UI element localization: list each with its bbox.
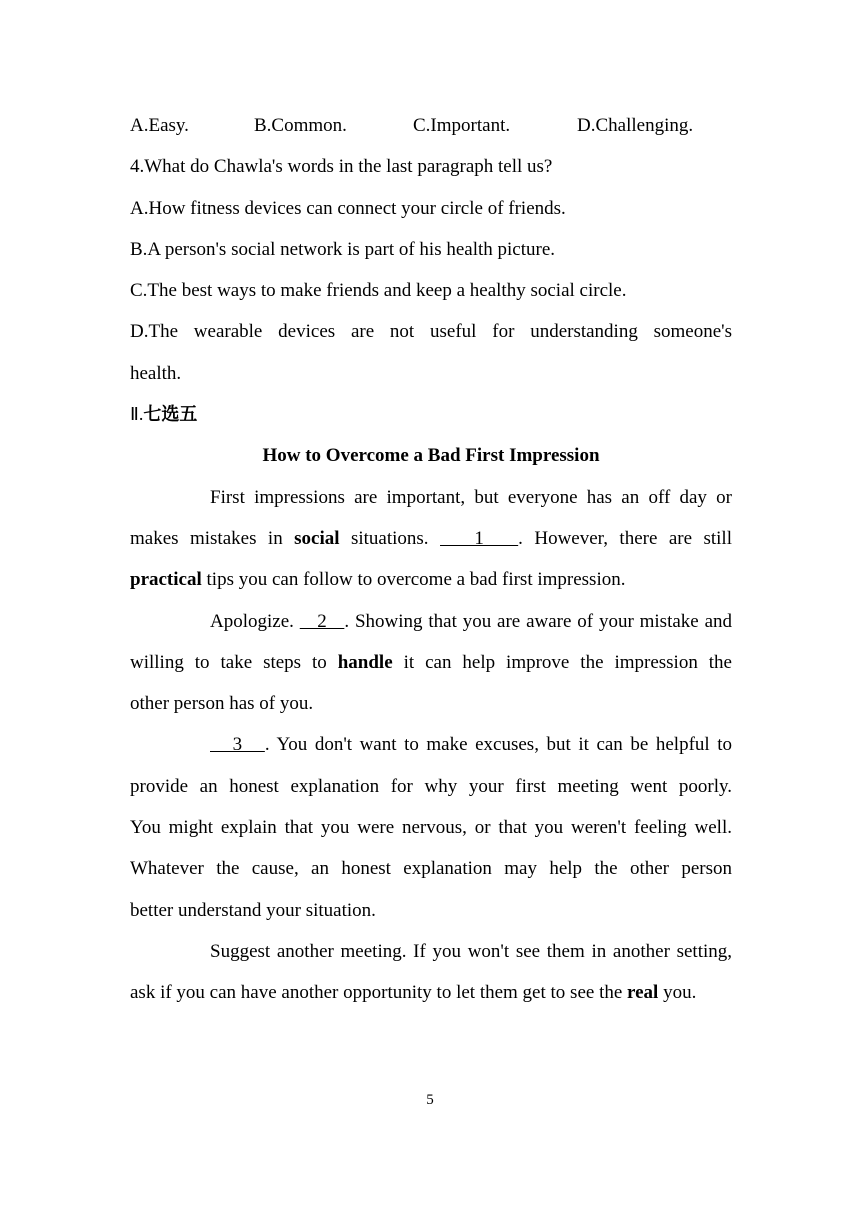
section-numeral: Ⅱ. (130, 404, 144, 425)
paragraph-1-line-2 (130, 518, 732, 559)
question-3-options (130, 105, 732, 146)
text-run: makes mistakes in (130, 527, 295, 549)
paragraph-3-line-5: better understand your situation. (130, 899, 376, 921)
paragraph-3-line-2: provide an honest explanation for why your first meeting went poorly. (130, 775, 732, 797)
option-d: D.Challenging. (577, 115, 694, 136)
option-b: B.Common. (254, 115, 347, 136)
question-4-option-d-line1: D.The wearable devices are not useful for understanding someone's (130, 321, 732, 343)
blank-3: 3 (210, 734, 265, 756)
paragraph-4 (130, 931, 732, 1014)
paragraph-1 (130, 477, 732, 601)
text-run: . Showing that you are aware of your mistake and (344, 610, 732, 632)
paragraph-3-line-4: Whatever the cause, an honest explanation may help the other person (130, 858, 732, 880)
paragraph-3-line-3: You might explain that you were nervous, or that you weren't feeling well. (130, 817, 732, 839)
bold-word-real: real (627, 982, 659, 1004)
text-run: it can help improve the impression the (392, 651, 732, 673)
text-run: situations. (339, 527, 441, 549)
paragraph-1-line-3 (130, 559, 732, 600)
text-run: Apologize. (210, 610, 300, 632)
paragraph-3-line-1 (130, 724, 732, 765)
section-heading (130, 394, 732, 435)
question-4-option-d-line2: health. (130, 362, 182, 384)
text-run: willing to take steps to (130, 651, 338, 673)
question-4-option-a: A.How fitness devices can connect your circle of friends. (130, 197, 566, 219)
option-a: A.Easy. (130, 115, 189, 136)
paragraph-1-line-1: First impressions are important, but everyone has an off day or (210, 486, 732, 508)
question-4-option-b: B.A person's social network is part of his health picture. (130, 238, 556, 260)
paragraph-3 (130, 724, 732, 930)
page-number: 5 (426, 1092, 434, 1108)
paragraph-2 (130, 601, 732, 725)
text-run: . However, there are still (518, 527, 732, 549)
text-run: tips you can follow to overcome a bad first impression. (201, 569, 626, 591)
paragraph-2-line-1 (130, 601, 732, 642)
text-run: you. (658, 982, 697, 1004)
question-4-option-c: C.The best ways to make friends and keep a healthy social circle. (130, 280, 627, 302)
text-run: . You don't want to make excuses, but it can be helpful to (264, 734, 733, 756)
paragraph-4-line-1: Suggest another meeting. If you won't see them in another setting, (210, 940, 732, 962)
article-title: How to Overcome a Bad First Impression (262, 445, 600, 467)
bold-word-practical: practical (130, 569, 202, 591)
section-name: 七选五 (143, 404, 198, 426)
document-page (130, 105, 732, 1014)
blank-2: 2 (299, 610, 345, 632)
blank-1: 1 (440, 527, 519, 549)
paragraph-4-line-2 (130, 972, 732, 1013)
question-4-stem: 4.What do Chawla's words in the last paragraph tell us? (130, 156, 553, 178)
bold-word-handle: handle (337, 651, 393, 673)
paragraph-2-line-3: other person has of you. (130, 693, 314, 715)
bold-word-social: social (294, 527, 340, 549)
option-c: C.Important. (413, 115, 511, 136)
text-run: ask if you can have another opportunity to let them get to see the (130, 982, 628, 1004)
paragraph-2-line-2 (130, 642, 732, 683)
